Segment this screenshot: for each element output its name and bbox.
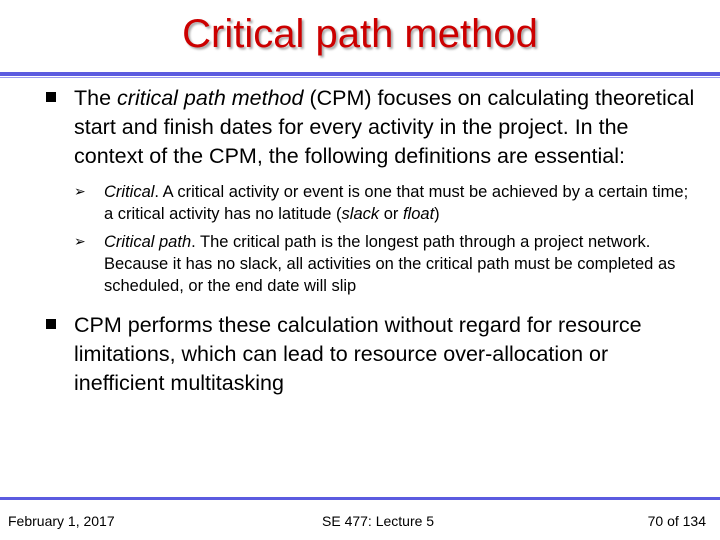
bullet-1 — [40, 84, 700, 171]
bullet-1-text-a: The — [74, 86, 118, 110]
slide-title: Critical path method — [182, 12, 538, 56]
critical-path-def: . The critical path is the longest path through a project network. Because it has no slack, all activities on the critical path must be completed as scheduled, or the end date will slip — [104, 233, 676, 295]
term-critical: Critical — [104, 183, 155, 201]
subbullet-critical-path — [40, 231, 700, 297]
square-bullet-icon — [46, 319, 56, 329]
bullet-1-italic: critical path method — [117, 86, 304, 110]
term-float: float — [402, 205, 435, 223]
definition-list — [40, 181, 700, 297]
square-bullet-icon — [46, 92, 56, 102]
footer-page-number: 70 of 134 — [647, 513, 706, 529]
footer-divider — [0, 497, 720, 500]
term-slack: slack — [341, 205, 380, 223]
critical-def-or: or — [379, 205, 403, 223]
critical-def-a: . A critical activity or event is one that must be achieved by a certain time; a critical activity has no latitude ( — [104, 183, 689, 223]
footer-date: February 1, 2017 — [8, 513, 115, 529]
bullet-2 — [40, 311, 700, 398]
footer-course: SE 477: Lecture 5 — [322, 513, 435, 529]
bullet-2-text: CPM performs these calculation without regard for resource limitations, which can lead to resource over-allocation or inefficient multitasking — [74, 313, 642, 395]
arrow-bullet-icon: ➢ — [74, 234, 86, 250]
slide-body — [40, 84, 700, 398]
arrow-bullet-icon: ➢ — [74, 184, 86, 200]
bullet-1-text-b: (CPM) focuses on calculating theoretical start and finish dates for every activity in the project. In the context of the CPM, the following definitions are essential: — [74, 86, 695, 168]
subbullet-critical — [40, 181, 700, 225]
title-divider — [0, 72, 720, 76]
term-critical-path: Critical path — [104, 233, 192, 251]
critical-def-close: ) — [434, 205, 440, 223]
